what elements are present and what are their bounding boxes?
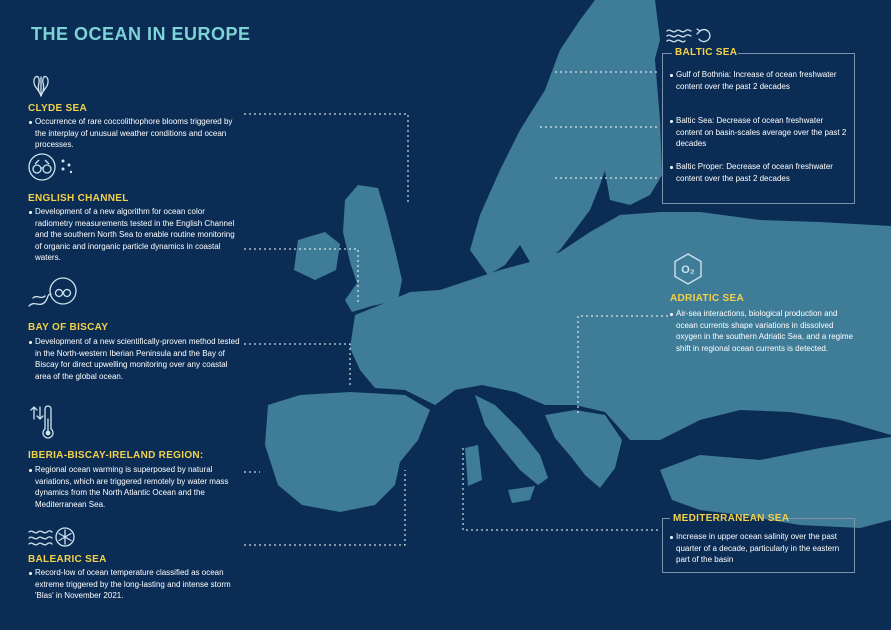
- mediterranean-sea-text: Increase in upper ocean salinity over the past quarter of a decade, particularly in the eastern part of the basin: [676, 532, 840, 564]
- bullet: [29, 341, 32, 344]
- binoculars-icon: [27, 152, 79, 182]
- waves-cycle-icon: [666, 27, 716, 43]
- baltic-sea-title: BALTIC SEA: [675, 47, 738, 58]
- english-channel-title: ENGLISH CHANNEL: [28, 193, 129, 204]
- bullet: [670, 536, 673, 539]
- box-edge: [662, 518, 670, 519]
- bullet: [670, 120, 673, 123]
- box-edge: [738, 53, 854, 54]
- baltic-proper-text: Baltic Proper: Decrease of ocean freshwater content over the past 2 decades: [676, 162, 833, 183]
- italian-peninsula: [475, 395, 548, 485]
- english-channel-text: Development of a new algorithm for ocean color radiometry measurements tested in the English Channel and the southern North Sea to enable routine monitoring of organic and inorganic particle dynamics in coastal waters.: [35, 207, 235, 262]
- bullet: [29, 572, 32, 575]
- box-edge: [662, 53, 672, 54]
- baltic-basin-text: Baltic Sea: Decrease of ocean freshwater content on basin-scales average over the past 2 decades: [676, 116, 847, 148]
- ibi-region-text: Regional ocean warming is superposed by natural variations, which are triggered remotely by water mass dynamics from the North Atlantic Ocean and the Mediterranean Sea.: [35, 465, 229, 509]
- thermometer-icon: [30, 405, 56, 441]
- seaweed-icon: [28, 71, 54, 97]
- mediterranean-sea-title: MEDITERRANEAN SEA: [673, 513, 790, 524]
- oxygen-icon-label: O₂: [681, 264, 695, 276]
- sicily: [508, 486, 535, 503]
- waves-snowflake-icon: [27, 526, 77, 548]
- page-title: THE OCEAN IN EUROPE: [31, 24, 251, 44]
- bullet: [670, 166, 673, 169]
- bay-of-biscay-text: Development of a new scientifically-proven method tested in the North-western Iberian Peninsula and the Bay of Biscay for direct upwelling monitoring over any coastal area of the global ocean.: [35, 337, 240, 381]
- balearic-sea-text: Record-low of ocean temperature classified as ocean extreme triggered by the long-lasting and intense storm 'Blas' in November 2021.: [35, 568, 231, 600]
- oxygen-icon: [671, 252, 705, 286]
- bullet: [29, 211, 32, 214]
- ireland: [294, 232, 340, 280]
- clyde-sea-title: CLYDE SEA: [28, 103, 88, 114]
- upwelling-icon: [27, 276, 81, 310]
- bullet: [29, 469, 32, 472]
- bullet: [670, 74, 673, 77]
- ibi-region-title: IBERIA-BISCAY-IRELAND REGION:: [28, 450, 204, 461]
- sardinia: [465, 445, 482, 486]
- adriatic-sea-text: Air-sea interactions, biological production and ocean currents shape variations in dissolved oxygen in the southern Adriatic Sea, and a regime shift in regional ocean currents is detected.: [676, 309, 853, 353]
- bay-of-biscay-title: BAY OF BISCAY: [28, 322, 109, 333]
- balearic-sea-title: BALEARIC SEA: [28, 554, 107, 565]
- great-britain: [343, 185, 402, 312]
- bullet: [29, 121, 32, 124]
- gulf-of-bothnia-text: Gulf of Bothnia: Increase of ocean freshwater content over the past 2 decades: [676, 70, 837, 91]
- adriatic-sea-title: ADRIATIC SEA: [670, 293, 744, 304]
- box-edge: [787, 518, 854, 519]
- balkan-peninsula: [545, 410, 622, 488]
- bullet: [670, 313, 673, 316]
- clyde-sea-text: Occurrence of rare coccolithophore blooms triggered by the interplay of unusual weather conditions and ocean processes.: [35, 117, 233, 149]
